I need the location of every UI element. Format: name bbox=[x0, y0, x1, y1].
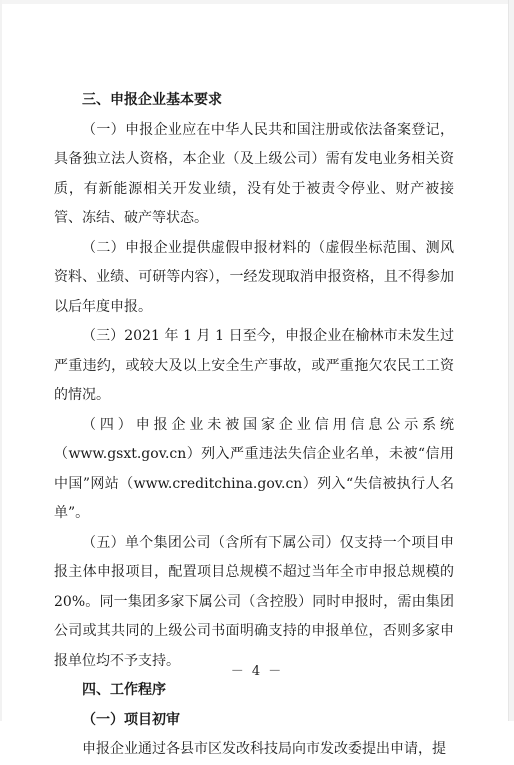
section-4-heading: 四、工作程序 bbox=[82, 682, 166, 698]
paragraph-requirement-3: （三）2021 年 1 月 1 日至今，申报企业在榆林市未发生过严重违约，或较大及以上安全生产事故，或严重拖欠农民工工资的情况。 bbox=[54, 328, 454, 403]
page-right-edge bbox=[508, 0, 514, 721]
paragraph-requirement-5: （五）单个集团公司（含所有下属公司）仅支持一个项目申报主体申报项目，配置项目总规模不超过当年全市申报总规模的20%。同一集团多家下属公司（含控股）同时申报时，需由集团公司或其共同的上级公司书面明确支持的申报单位，否则多家申报单位均不予支持。 bbox=[54, 534, 454, 669]
paragraph-requirement-1: （一）申报企业应在中华人民共和国注册或依法备案登记，具备独立法人资格，本企业（及上级公司）需有发电业务相关资质，有新能源相关开发业绩，没有处于被责令停业、财产被接管、冻结、破产等状态。 bbox=[54, 121, 454, 226]
paragraph-requirement-4: （四）申报企业未被国家企业信用信息公示系统（www.gsxt.gov.cn）列入严重违法失信企业名单，未被“信用中国”网站（www.creditchina.gov.cn）列入“失信被执行人名单”。 bbox=[54, 416, 454, 521]
page-number: － 4 － bbox=[230, 664, 284, 679]
section-3-heading: 三、申报企业基本要求 bbox=[82, 92, 222, 108]
paragraph-requirement-2: （二）申报企业提供虚假申报材料的（虚假坐标范围、测风资料、业绩、可研等内容），一经发现取消申报资格，且不得参加以后年度申报。 bbox=[54, 239, 454, 315]
paragraph-procedure-1: 申报企业通过各县市区发改科技局向市发改委提出申请，提 bbox=[82, 741, 446, 757]
page-top-edge bbox=[0, 0, 514, 4]
subsection-1-heading: （一）项目初审 bbox=[82, 711, 180, 728]
page-left-edge bbox=[0, 0, 2, 721]
